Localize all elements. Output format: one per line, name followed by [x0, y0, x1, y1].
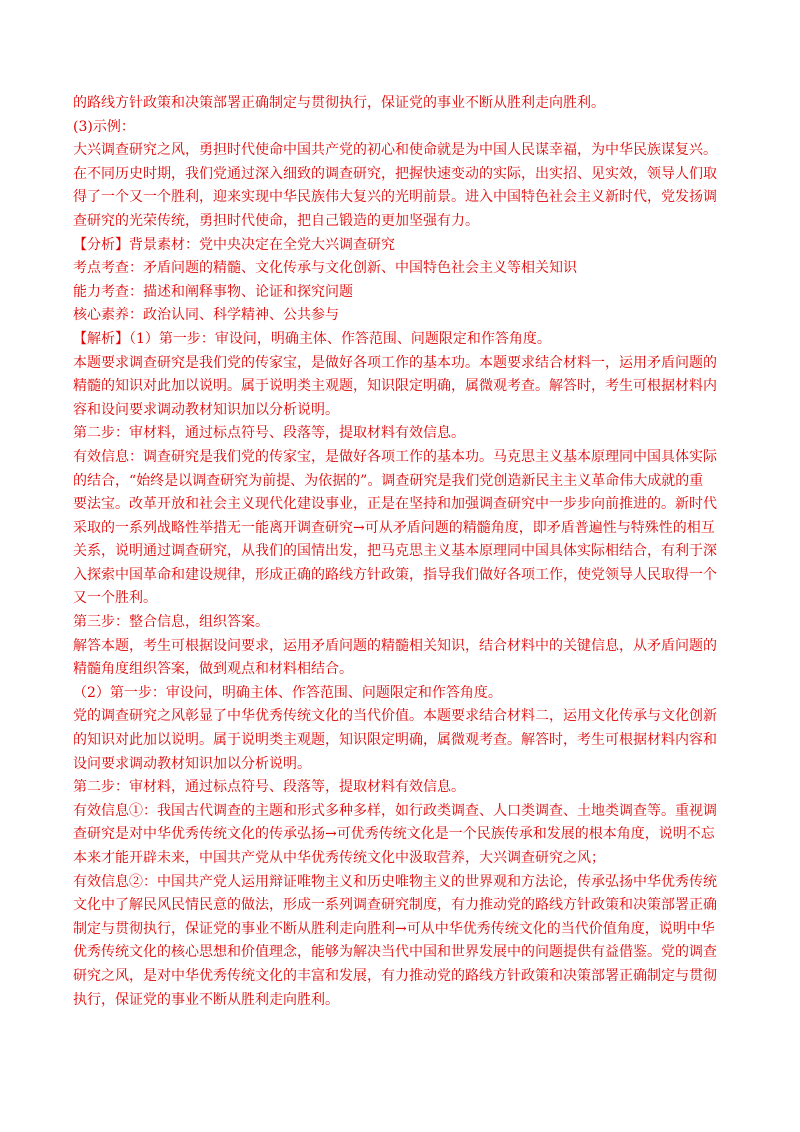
text-line: 设问要求调动教材知识加以分析说明。: [73, 755, 311, 772]
text-line: 精髓角度组织答案，做到观点和材料相结合。: [73, 661, 353, 678]
text-line: 研究之风，是对中华优秀传统文化的丰富和发展，有力推动党的路线方针政策和决策部署正确制定与贯彻: [73, 967, 717, 984]
document-page: [73, 92, 733, 1012]
text-line: 采取的一系列战略性举措无一能离开调查研究→可从矛盾问题的精髓角度，即矛盾普遍性与特殊性的相互: [73, 519, 715, 536]
text-line: 查研究的光荣传统，勇担时代使命，把自己锻造的更加坚强有力。: [73, 212, 479, 229]
text-line: 在不同历史时期，我们党通过深入细致的调查研究，把握快速变动的实际，出实招、见实效，领导人们取: [73, 165, 717, 182]
text-line: 考点考查：矛盾问题的精髓、文化传承与文化创新、中国特色社会主义等相关知识: [73, 260, 577, 277]
text-line: 核心素养：政治认同、科学精神、公共参与: [73, 307, 339, 324]
text-line: 能力考查：描述和阐释事物、论证和探究问题: [73, 283, 353, 300]
text-line: 有效信息：调查研究是我们党的传家宝，是做好各项工作的基本功。马克思主义基本原理同中国具体实际: [73, 448, 717, 465]
text-line: （2）第一步：审设问，明确主体、作答范围、问题限定和作答角度。: [73, 684, 502, 701]
text-line: 的路线方针政策和决策部署正确制定与贯彻执行，保证党的事业不断从胜利走向胜利。: [73, 95, 605, 111]
text-line: 关系，说明通过调查研究，从我们的国情出发，把马克思主义基本原理同中国具体实际相结合，有利于深: [73, 543, 717, 560]
analysis-heading: 【分析】背景素材：党中央决定在全党大兴调查研究: [73, 236, 395, 253]
text-line: 要法宝。改革开放和社会主义现代化建设事业，正是在坚持和加强调查研究中一步步向前推进的。新时代: [73, 496, 717, 513]
text-line: 解答本题，考生可根据设问要求，运用矛盾问题的精髓相关知识，结合材料中的关键信息，从矛盾问题的: [73, 637, 717, 654]
text-line: (3)示例：: [73, 118, 135, 135]
text-line: 又一个胜利。: [73, 590, 157, 607]
text-line: 查研究是对中华优秀传统文化的传承弘扬→可优秀传统文化是一个民族传承和发展的根本角度，说明不忘: [73, 826, 715, 843]
text-line: 执行，保证党的事业不断从胜利走向胜利。: [73, 991, 339, 1008]
text-line: 第三步：整合信息，组织答案。: [73, 614, 269, 631]
text-line: 精髓的知识对此加以说明。属于说明类主观题，知识限定明确，属微观考查。解答时，考生可根据材料内: [73, 378, 717, 395]
text-line: 文化中了解民风民情民意的做法，形成一系列调查研究制度，有力推动党的路线方针政策和决策部署正确: [73, 897, 717, 914]
text-line: 有效信息①：我国古代调查的主题和形式多种多样，如行政类调查、人口类调查、土地类调查等。重视调: [73, 802, 717, 819]
text-line: 优秀传统文化的核心思想和价值理念，能够为解决当代中国和世界发展中的问题提供有益借鉴。党的调查: [73, 944, 717, 961]
text-line: 制定与贯彻执行，保证党的事业不断从胜利走向胜利→可从中华优秀传统文化的当代价值角度，说明中华: [73, 920, 715, 937]
text-line: 得了一个又一个胜利，迎来实现中华民族伟大复兴的光明前景。进入中国特色社会主义新时代，党发扬调: [73, 189, 717, 206]
text-line: 第二步：审材料，通过标点符号、段落等，提取材料有效信息。: [73, 425, 465, 442]
text-line: 第二步：审材料，通过标点符号、段落等，提取材料有效信息。: [73, 779, 465, 796]
text-line: 的知识对此加以说明。属于说明类主观题，知识限定明确，属微观考查。解答时，考生可根据材料内容和: [73, 732, 717, 749]
text-line: 容和设问要求调动教材知识加以分析说明。: [73, 401, 339, 418]
text-line: 有效信息②：中国共产党人运用辩证唯物主义和历史唯物主义的世界观和方法论，传承弘扬中华优秀传统: [73, 873, 717, 890]
text-line: 大兴调查研究之风，勇担时代使命中国共产党的初心和使命就是为中国人民谋幸福，为中华民族谋复兴。: [73, 142, 717, 159]
text-line: 本题要求调查研究是我们党的传家宝，是做好各项工作的基本功。本题要求结合材料一，运用矛盾问题的: [73, 354, 717, 371]
explanation-heading: 【解析】（1）第一步：审设问，明确主体、作答范围、问题限定和作答角度。: [73, 330, 551, 347]
text-line: 的结合，“始终是以调查研究为前提、为依据的”。调查研究是我们党创造新民主主义革命伟大成就的重: [73, 472, 704, 489]
text-line: 党的调查研究之风彰显了中华优秀传统文化的当代价值。本题要求结合材料二，运用文化传承与文化创新: [73, 708, 717, 725]
text-line: 入探索中国革命和建设规律，形成正确的路线方针政策，指导我们做好各项工作，使党领导人民取得一个: [73, 566, 717, 583]
text-line: 本来才能开辟未来，中国共产党从中华优秀传统文化中汲取营养，大兴调查研究之风；: [73, 850, 605, 866]
